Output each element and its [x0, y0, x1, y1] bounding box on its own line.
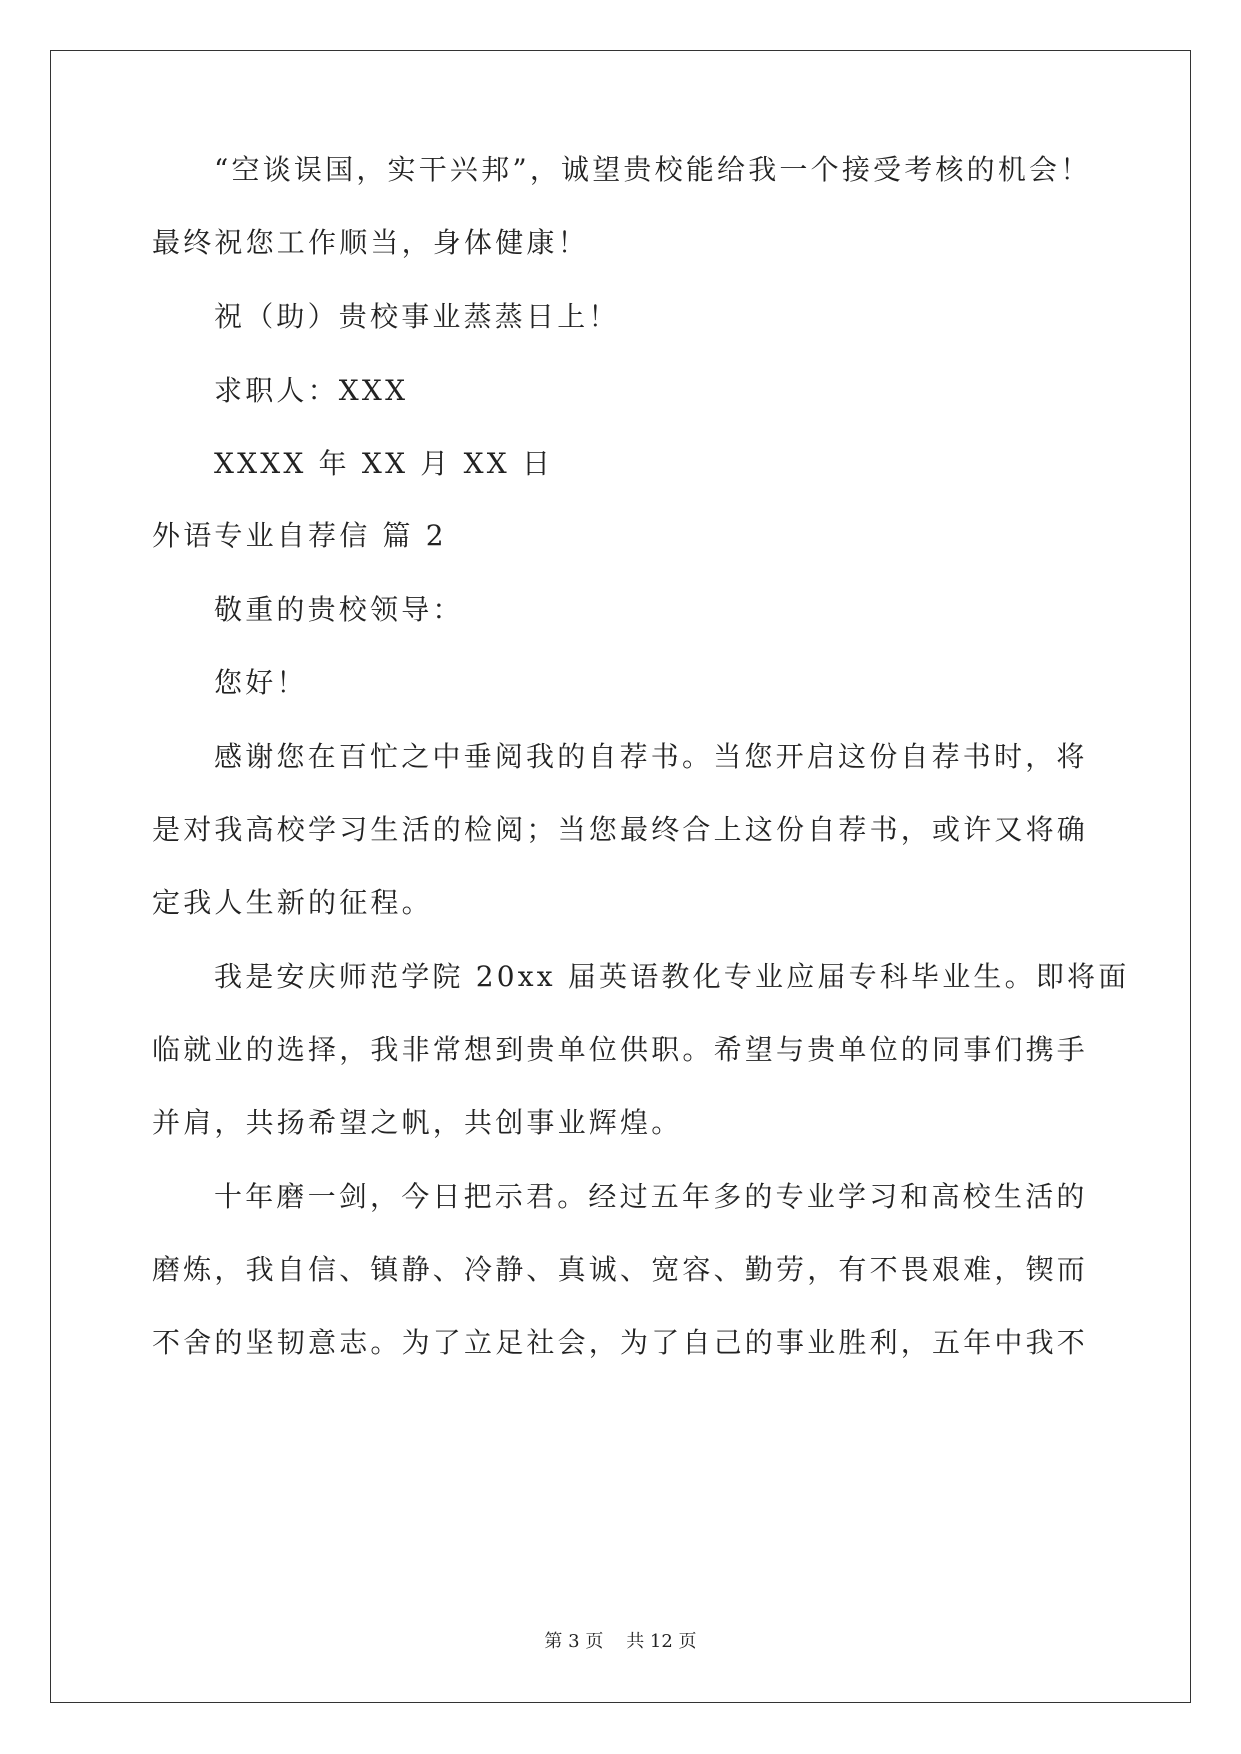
text-line: 临就业的选择，我非常想到贵单位供职。希望与贵单位的同事们携手	[152, 1033, 1089, 1066]
salutation: 敬重的贵校领导：	[214, 593, 464, 626]
greeting: 您好！	[214, 666, 308, 699]
section-heading: 外语专业自荐信 篇 2	[152, 519, 447, 552]
text-line: 磨炼，我自信、镇静、冷静、真诚、宽容、勤劳，有不畏艰难，锲而	[152, 1253, 1089, 1286]
page-number: 第 3 页 共 12 页	[544, 1631, 697, 1652]
text-line: 最终祝您工作顺当，身体健康！	[152, 226, 589, 259]
text-line: 定我人生新的征程。	[152, 886, 433, 919]
text-line: 我是安庆师范学院 20xx 届英语教化专业应届专科毕业生。即将面	[214, 960, 1130, 993]
text-line: 并肩，共扬希望之帆，共创事业辉煌。	[152, 1106, 683, 1139]
text-line: 是对我高校学习生活的检阅；当您最终合上这份自荐书，或许又将确	[152, 813, 1089, 846]
text-line: “空谈误国，实干兴邦”，诚望贵校能给我一个接受考核的机会！	[214, 153, 1092, 186]
text-line: 十年磨一剑，今日把示君。经过五年多的专业学习和高校生活的	[214, 1180, 1088, 1213]
text-line: 祝（助）贵校事业蒸蒸日上！	[214, 300, 620, 333]
text-line: 不舍的坚韧意志。为了立足社会，为了自己的事业胜利，五年中我不	[152, 1326, 1089, 1359]
signer-line: 求职人：XXX	[214, 374, 409, 407]
text-line: 感谢您在百忙之中垂阅我的自荐书。当您开启这份自荐书时，将	[214, 740, 1088, 773]
date-line: XXXX 年 XX 月 XX 日	[214, 447, 554, 480]
